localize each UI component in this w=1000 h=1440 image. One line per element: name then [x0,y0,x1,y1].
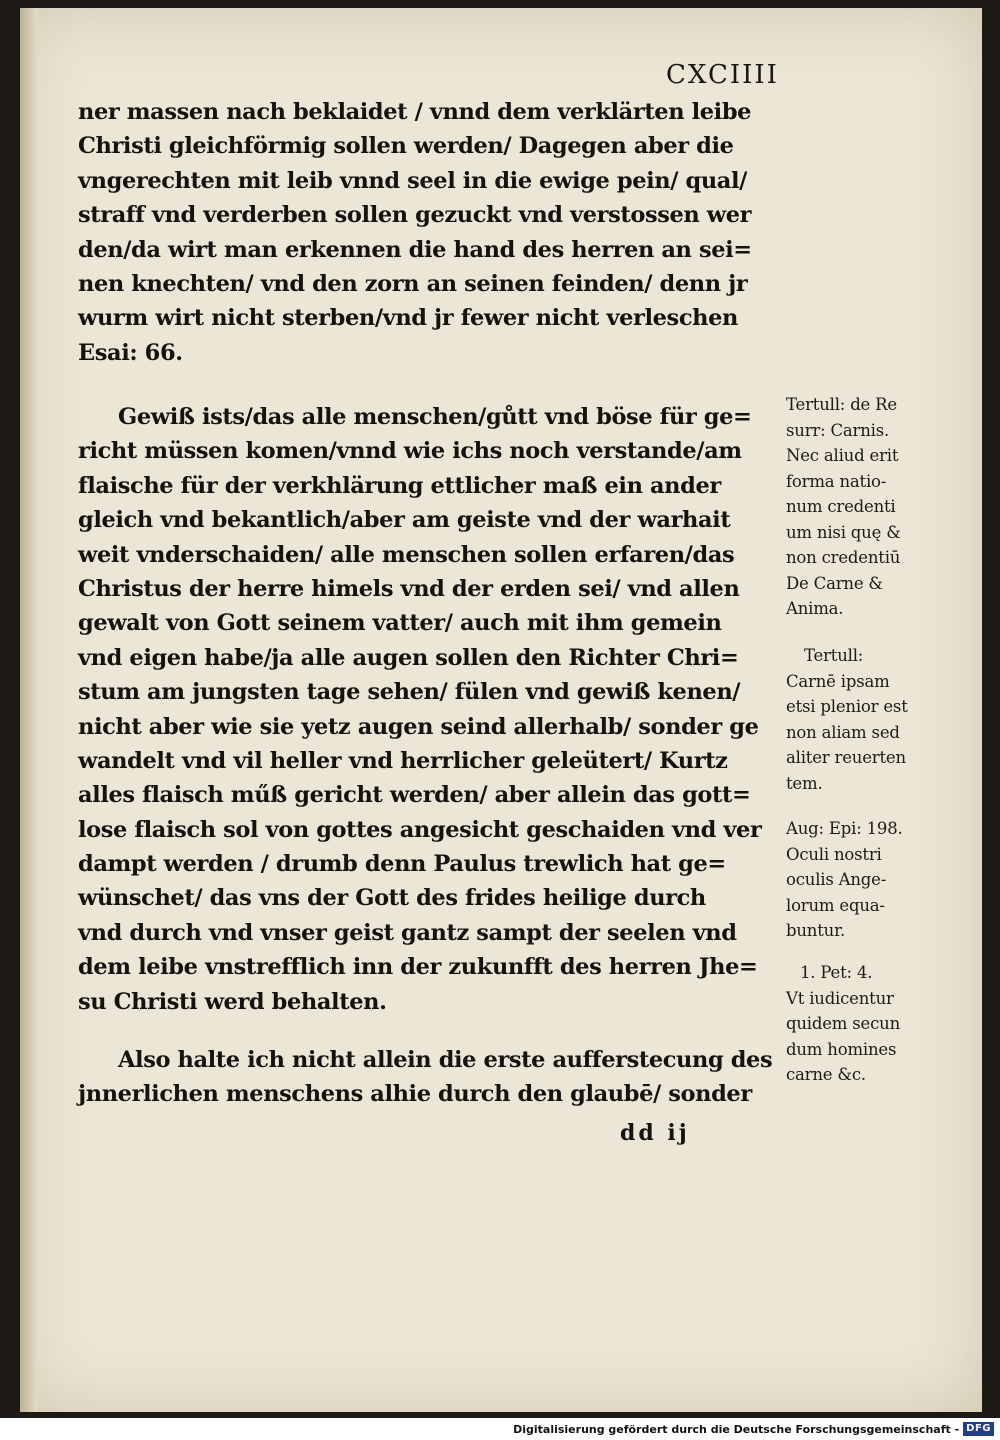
text-line: nen knechten/ vnd den zorn an seinen feinden/ denn jr [78,270,748,297]
page-gutter-edge [20,8,38,1412]
paragraph-1 [78,95,752,370]
marginal-line: non credentiū [786,548,901,567]
marginal-line: Aug: Epi: 198. [786,819,903,838]
marginal-line: De Carne & [786,573,883,593]
marginal-line: non aliam sed [786,722,900,742]
marginal-line: aliter reuerten [786,748,906,767]
marginal-note-tertullian-resurrection [786,392,901,622]
text-line: richt müssen komen/vnnd wie ichs noch verstande/am [78,438,742,465]
text-line: straff vnd verderben sollen gezuckt vnd verstossen wer [78,202,752,229]
marginal-line: num credenti [786,497,896,516]
marginal-line: lorum equa- [786,895,885,915]
text-line: Christi gleichförmig sollen werden/ Dagegen aber die [78,133,734,160]
marginal-line: dum homines [786,1039,897,1059]
page-number: CXCIIII [666,60,779,90]
marginal-line: Tertull: [804,646,864,665]
marginal-note-peter [786,960,900,1088]
text-line: dampt werden / drumb denn Paulus trewlich hat ge= [78,851,726,878]
text-line: Christus der herre himels vnd der erden sei/ vnd allen [78,575,740,602]
text-line: stum am jungsten tage sehen/ fülen vnd gewiß kenen/ [78,679,741,706]
marginal-note-augustine [786,816,903,944]
marginal-line: etsi plenior est [786,697,908,716]
marginal-line: quidem secun [786,1014,901,1033]
paragraph-2 [78,400,761,1019]
digitization-footer [513,1421,994,1437]
marginal-line: carne &c. [786,1065,866,1084]
catchword-signature: dd ij [620,1120,690,1146]
text-line: Gewiß ists/das alle menschen/gůtt vnd böse für ge= [118,404,752,430]
marginal-line: buntur. [786,921,845,940]
text-line: vngerechten mit leib vnnd seel in die ewige pein/ qual/ [78,167,747,194]
text-line: wünschet/ das vns der Gott des frides heilige durch [78,885,706,912]
text-line: vnd eigen habe/ja alle augen sollen den Richter Chri= [78,644,739,671]
text-line: wurm wirt nicht sterben/vnd jr fewer nicht verleschen [78,305,738,332]
text-line: gleich vnd bekantlich/aber am geiste vnd der warhait [78,507,731,534]
text-line: wandelt vnd vil heller vnd herrlicher geleütert/ Kurtz [78,747,728,774]
marginal-line: Vt iudicentur [786,988,894,1008]
marginal-line: forma natio- [786,471,887,491]
marginal-line: 1. Pet: 4. [800,963,873,982]
text-line: jnnerlichen menschens alhie durch den glaubē/ sonder [78,1081,752,1108]
text-line: gewalt von Gott seinem vatter/ auch mit ihm gemein [78,610,722,637]
marginal-line: Tertull: de Re [786,395,897,414]
marginal-line: Oculi nostri [786,844,882,864]
marginal-line: tem. [786,773,823,793]
marginal-line: Carnē ipsam [786,671,890,691]
text-line: nicht aber wie sie yetz augen seind allerhalb/ sonder ge [78,713,759,740]
marginal-line: oculis Ange- [786,870,887,889]
text-line: flaische für der verkhlärung ettlicher maß ein ander [78,472,721,499]
text-line: den/da wirt man erkennen die hand des herren an sei= [78,236,752,263]
dfg-logo: DFG [963,1422,994,1436]
text-line: weit vnderschaiden/ alle menschen sollen erfaren/das [78,541,735,568]
marginal-line: Anima. [786,599,844,618]
text-line: ner massen nach beklaidet / vnnd dem verklärten leibe [78,99,752,125]
text-line: alles flaisch műß gericht werden/ aber allein das gott= [78,782,751,809]
text-line: vnd durch vnd vnser geist gantz sampt der seelen vnd [78,919,737,946]
marginal-line: surr: Carnis. [786,420,890,440]
funding-credit: Digitalisierung gefördert durch die Deutsche Forschungsgemeinschaft - [513,1422,960,1436]
paragraph-3 [78,1043,772,1112]
text-line: Esai: 66. [78,339,183,366]
text-line: lose flaisch sol von gottes angesicht geschaiden vnd ver [78,816,762,843]
text-line: dem leibe vnstrefflich inn der zukunfft des herren Jhe= [78,954,758,981]
marginal-line: um nisi quę & [786,522,901,542]
marginal-line: Nec aliud erit [786,446,899,465]
marginal-note-tertullian-carne [786,643,908,796]
text-line: su Christi werd behalten. [78,988,387,1015]
text-line: Also halte ich nicht allein die erste aufferstecung des [118,1047,773,1073]
